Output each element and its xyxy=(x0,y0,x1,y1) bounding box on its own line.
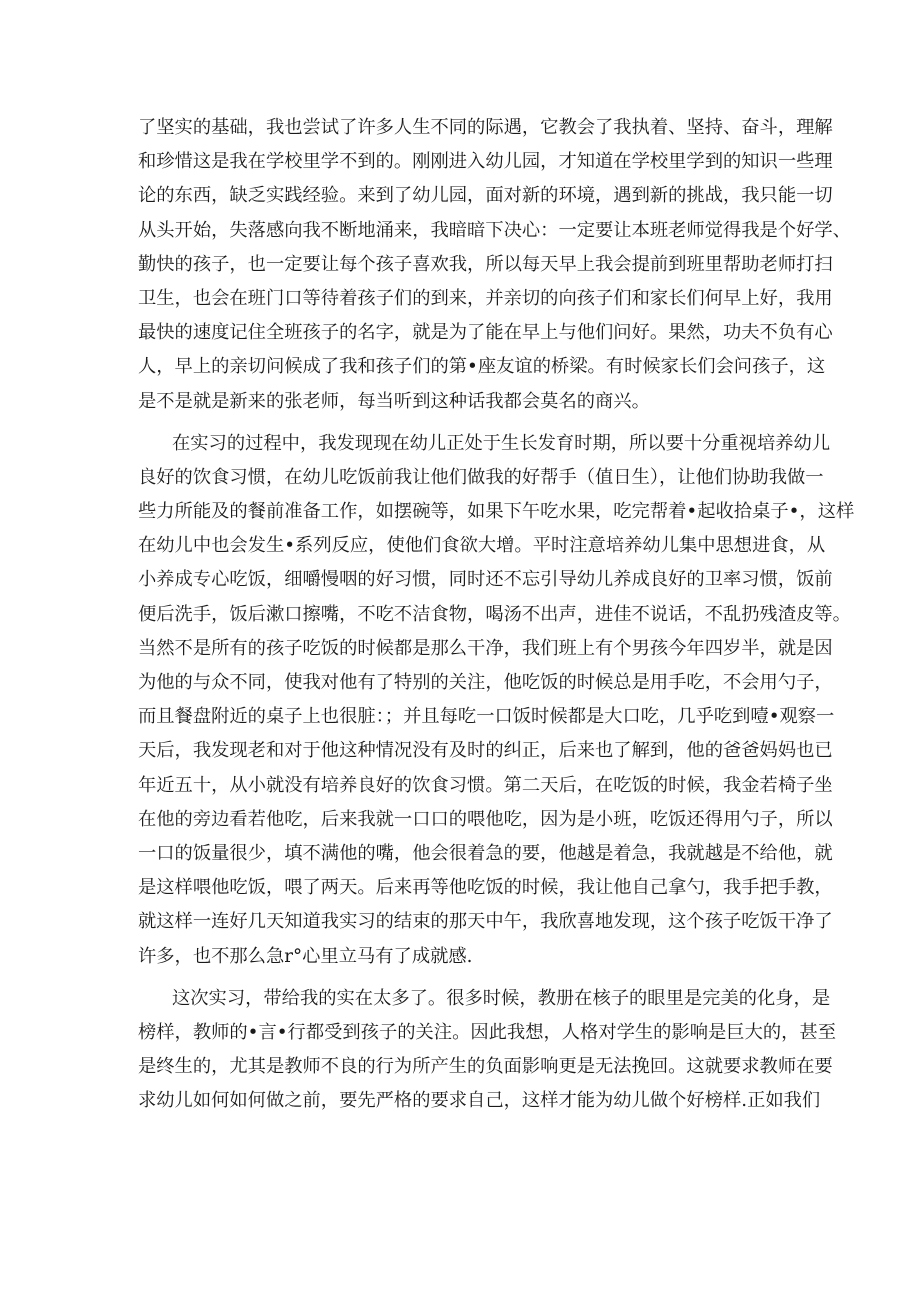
text-line: 当然不是所有的孩子吃饭的时候都是那么干净，我们班上有个男孩今年四岁半，就是因 xyxy=(138,637,833,659)
text-line: 为他的与众不同，使我对他有了特别的关注，他吃饭的时候总是用手吃，不会用勺子， xyxy=(138,672,833,693)
text-line: 便后洗手，饭后漱口擦嘴，不吃不洁食物，喝汤不出声，进佳不说话，不乱扔残渣皮等。 xyxy=(138,603,851,625)
text-line: 是这样喂他吃饭，喂了两天。后来再等他吃饭的时候，我让他自己拿勺，我手把手教， xyxy=(138,877,833,899)
text-line: 小养成专心吃饭，细嚼慢咽的好习惯，同时还不忘引导幼儿养成良好的卫率习惯，饭前 xyxy=(138,569,833,591)
text-line: 些力所能及的餐前准备工作，如摆碗等，如果下午吃水果，吃完帮着•起收拾桌子•，这样 xyxy=(138,501,855,523)
paragraph-2 xyxy=(138,427,855,974)
paragraph-spacer xyxy=(138,974,786,982)
text-line: 人，早上的亲切问候成了我和孩子们的第•座友谊的桥梁。有时候家长们会问孩子，这 xyxy=(138,356,826,378)
text-line: 在他的旁边看若他吃，后来我就一口口的喂他吃，因为是小班，吃饭还得用勺子，所以 xyxy=(138,808,833,830)
text-line: 勤快的孩子，也一定要让每个孩子喜欢我，所以每天早上我会提前到班里帮助老师打扫 xyxy=(138,253,833,275)
text-line: 而且餐盘附近的桌子上也很脏：；并且每吃一口饭时候都是大口吃，几乎吃到噎•观察一 xyxy=(138,706,835,728)
text-line: 论的东西，缺乏实践经验。来到了幼儿园，面对新的环境，遇到新的挑战，我只能一切 xyxy=(138,185,833,207)
text-line: 在实习的过程中，我发现现在幼儿正处于生长发育时期，所以要十分重视培养幼儿 xyxy=(172,432,831,454)
text-line: 从头开始，失落感向我不断地涌来，我暗暗下决心：一定要让本班老师觉得我是个好学、 xyxy=(138,219,851,241)
text-line: 卫生，也会在班门口等待着孩子们的到来，并亲切的向孩子们和家长们何早上好，我用 xyxy=(138,287,833,309)
text-line: 年近五十，从小就没有培养良好的饮食习惯。第二天后，在吃饭的时候，我金若椅子坐 xyxy=(138,774,833,796)
paragraph-3 xyxy=(138,982,836,1119)
text-line: 一口的饭量很少，填不满他的嘴，他会很着急的要，他越是着急，我就越是不给他，就 xyxy=(138,842,833,864)
text-line: 天后，我发现老和对于他这种情况没有及时的纠正，后来也了解到，他的爸爸妈妈也已 xyxy=(138,740,833,762)
text-line: 最快的速度记住全班孩子的名字，就是为了能在早上与他们问好。果然，功夫不负有心 xyxy=(138,322,833,344)
text-line: 在幼儿中也会发生•系列反应，使他们食欲大增。平时注意培养幼儿集中思想进食，从 xyxy=(138,535,826,557)
text-line: 榜样，教师的•言•行都受到孩子的关注。因此我想，人格对学生的影响是巨大的，甚至 xyxy=(138,1021,836,1043)
document-body-text xyxy=(138,111,855,1118)
text-line: 就这样一连好几天知道我实习的结束的那天中午，我欣喜地发现，这个孩子吃饭干净了 xyxy=(138,911,833,933)
paragraph-spacer xyxy=(138,419,786,427)
text-line: 求幼儿如何如何做之前，要先严格的要求自己，这样才能为幼儿做个好榜样.正如我们 xyxy=(138,1090,821,1112)
text-line: 许多，也不那么急r°心里立马有了成就感. xyxy=(138,945,473,967)
text-line: 良好的饮食习惯，在幼儿吃饭前我让他们做我的好帮手（值日生），让他们协助我做一 xyxy=(138,466,824,488)
text-line: 了坚实的基础，我也尝试了许多人生不同的际遇，它教会了我执着、坚持、奋斗，理解 xyxy=(138,117,833,138)
text-line: 是终生的，尤其是教师不良的行为所产生的负面影响更是无法挽回。这就要求教师在要 xyxy=(138,1056,833,1078)
text-line: 是不是就是新来的张老师，每当听到这种话我都会莫名的商兴。 xyxy=(138,390,650,412)
paragraph-1 xyxy=(138,111,851,419)
text-line: 和珍惜这是我在学校里学不到的。刚刚进入幼儿园，才知道在学校里学到的知识一些理 xyxy=(138,151,833,173)
text-line: 这次实习，带给我的实在太多了。很多时候，教册在核子的眼里是完美的化身，是 xyxy=(172,987,831,1009)
